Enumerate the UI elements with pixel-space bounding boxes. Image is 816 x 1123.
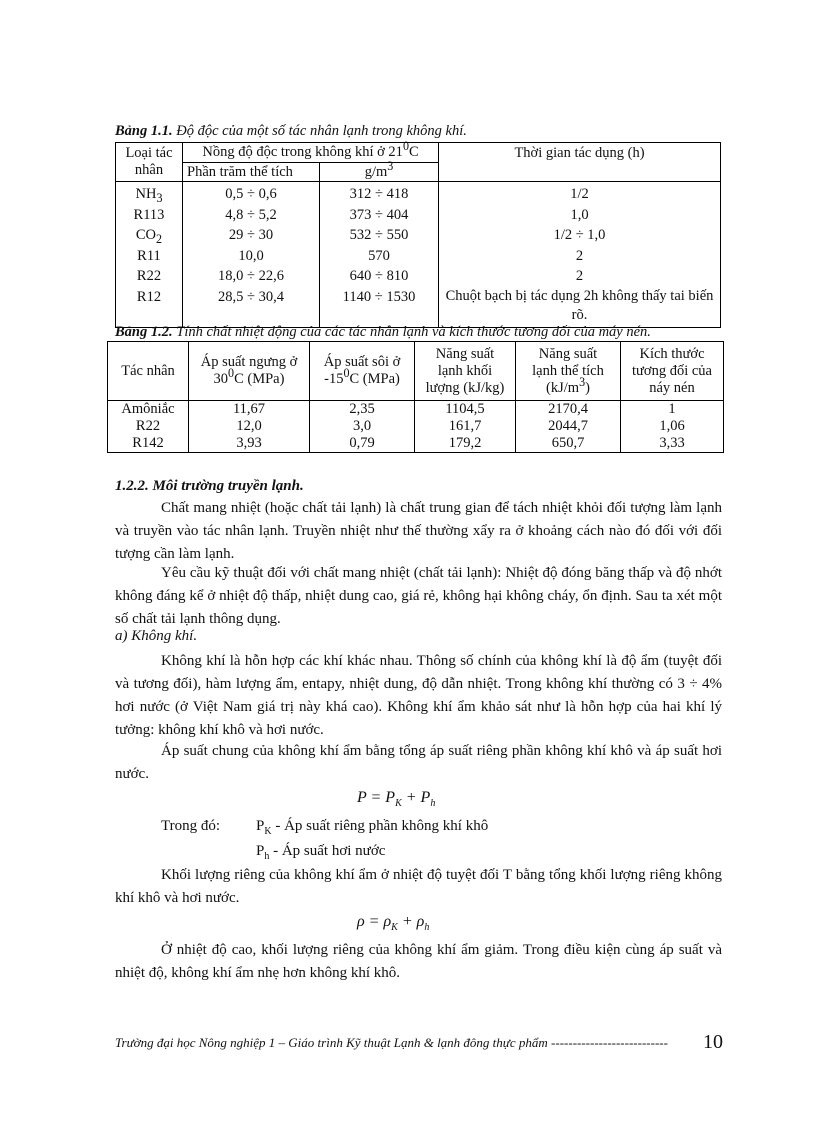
t1-header-percent: Phần trăm thể tích bbox=[183, 163, 320, 182]
t2-boil-1: 3,0 bbox=[352, 418, 372, 434]
t1-pct-4: 18,0 ÷ 22,6 bbox=[218, 268, 284, 284]
t2-mass-1: 161,7 bbox=[448, 418, 482, 434]
t2-h-size-3: náy nén bbox=[649, 379, 695, 396]
t1-time-2: 1/2 ÷ 1,0 bbox=[553, 227, 606, 243]
thermo-table bbox=[107, 341, 724, 453]
t1-col-agent bbox=[116, 182, 183, 328]
t1-header-concentration bbox=[183, 139, 439, 163]
toxicity-table bbox=[115, 139, 721, 328]
t1-time-3: 2 bbox=[575, 247, 584, 264]
where-label: Trong đó: bbox=[161, 818, 221, 834]
t2-header-vol bbox=[516, 342, 621, 401]
where-item-1: $P_K$ - Áp suất riêng phần không khí khô bbox=[256, 818, 489, 837]
t2-mass-0: 1104,5 bbox=[445, 401, 485, 417]
formula-density: $\rho = \rho_K + \rho_h$ bbox=[357, 913, 430, 934]
table2-caption-text: Tính chất nhiệt động của các tác nhân lạnh và kích thước tương đối của máy nén. bbox=[172, 324, 651, 340]
t2-cond-2: 3,93 bbox=[236, 435, 262, 451]
paragraph-3: Không khí là hỗn hợp các khí khác nhau. Thông số chính của không khí là độ ẩm (tuyệt đối và tương đối), hàm lượng ẩm, entapy, nhiệt dung, độ dẫn nhiệt. Trong không khí thường có 3 ÷ 4% hơi nước (ở Việt Nam giá trị này khá cao). Không khí ẩm khảo sát như là hỗn hợp của hai khí lý tưởng: không khí khô và hơi nước. bbox=[115, 653, 722, 738]
t1-pct-5: 28,5 ÷ 30,4 bbox=[218, 288, 284, 305]
t2-header-size bbox=[621, 342, 724, 401]
t1-header-agent bbox=[116, 143, 183, 182]
t1-gm-1: 373 ÷ 404 bbox=[349, 206, 409, 223]
t2-col-vol bbox=[516, 401, 621, 453]
t1-agent-4: R22 bbox=[136, 268, 162, 284]
table2-caption-label: Bảng 1.2. bbox=[115, 324, 173, 340]
t1-pct-2: 29 ÷ 30 bbox=[228, 227, 274, 243]
paragraph-1: Chất mang nhiệt (hoặc chất tải lạnh) là chất trung gian để tách nhiệt khỏi đối tượng làm lạnh và truyền vào tác nhân lạnh. Truyền nhiệt như thế thường xẩy ra ở khoảng cách nào đó đối với đối tượng cần làm lạnh. bbox=[115, 500, 722, 562]
formula-pressure: $P = P_K + P_h$ bbox=[357, 789, 436, 810]
t2-cond-1: 12,0 bbox=[236, 418, 262, 434]
t1-pct-3: 10,0 bbox=[238, 247, 264, 264]
t1-gm-2: 532 ÷ 550 bbox=[349, 227, 409, 243]
t1-time-1: 1,0 bbox=[570, 206, 589, 223]
subheading-a: a) Không khí. bbox=[115, 628, 198, 644]
t2-h-cond-2: $30^0C$ (MPa) bbox=[213, 366, 285, 387]
section-heading: 1.2.2. Môi trường truyền lạnh. bbox=[115, 478, 304, 494]
t1-header-gm3 bbox=[320, 158, 439, 182]
t1-header-agent-line1: Loại tác bbox=[125, 145, 173, 161]
t2-header-agent: Tác nhân bbox=[108, 342, 189, 401]
t2-col-cond bbox=[189, 401, 310, 453]
t2-boil-0: 2,35 bbox=[349, 401, 375, 417]
t2-h-boil-2: $-15^0C$ (MPa) bbox=[324, 366, 400, 387]
paragraph-5: Khối lượng riêng của không khí ẩm ở nhiệt độ tuyệt đối T bằng tổng khối lượng riêng không khí khô và hơi nước. bbox=[115, 867, 722, 906]
t1-agent-2: $CO_2$ bbox=[135, 227, 163, 246]
t2-h-mass-1: Năng suất bbox=[435, 345, 495, 362]
t2-agent-1: R22 bbox=[135, 418, 161, 434]
t2-h-vol-1: Năng suất bbox=[538, 345, 598, 362]
t2-h-boil-1: Áp suất sôi ở bbox=[323, 354, 401, 370]
table1-caption-label: Bảng 1.1. bbox=[115, 123, 173, 139]
t1-time-5: Chuột bạch bị tác dụng 2h không thấy tai biến rõ. bbox=[445, 287, 714, 323]
t2-col-size bbox=[621, 401, 724, 453]
t1-col-percent bbox=[183, 182, 320, 328]
t2-h-mass-3: lượng (kJ/kg) bbox=[425, 379, 505, 396]
where-item-2: $P_h$ - Áp suất hơi nước bbox=[256, 843, 386, 862]
t1-gm-0: 312 ÷ 418 bbox=[349, 186, 409, 202]
t1-gm-3: 570 bbox=[368, 247, 390, 264]
t2-h-vol-3: $(kJ/m^3)$ bbox=[546, 374, 590, 396]
t2-h-size-2: tương đối của bbox=[632, 362, 712, 379]
t2-header-mass bbox=[415, 342, 516, 401]
t1-agent-1: R113 bbox=[133, 206, 165, 223]
t1-pct-0: 0,5 ÷ 0,6 bbox=[225, 186, 277, 202]
page-footer: Trường đại học Nông nghiệp 1 – Giáo trình Kỹ thuật Lạnh & lạnh đông thực phẩm --------------------------- bbox=[115, 1035, 668, 1050]
t1-agent-3: R11 bbox=[137, 247, 161, 264]
t2-h-vol-2: lạnh thể tích bbox=[532, 362, 604, 379]
t2-header-boil bbox=[310, 342, 415, 401]
t1-time-0: 1/2 bbox=[570, 186, 589, 202]
t2-mass-2: 179,2 bbox=[448, 435, 482, 451]
t2-col-agent bbox=[108, 401, 189, 453]
t1-gm-5: 1140 ÷ 1530 bbox=[342, 288, 416, 305]
t1-col-time bbox=[439, 182, 721, 328]
t1-col-gm3 bbox=[320, 182, 439, 328]
t2-h-size-1: Kích thước bbox=[639, 345, 705, 362]
table1-caption-text: Độ độc của một số tác nhân lạnh trong không khí. bbox=[172, 123, 467, 139]
paragraph-2: Yêu cầu kỹ thuật đối với chất mang nhiệt (chất tải lạnh): Nhiệt độ đóng băng thấp và độ nhớt không đáng kể ở nhiệt độ thấp, nhiệt dung cao, giá rẻ, không hại không cháy, ổn định. Sau ta xét một số chất tải lạnh thông dụng. bbox=[115, 565, 722, 627]
t1-h-conc-end: C bbox=[408, 144, 419, 160]
t1-agent-5: R12 bbox=[136, 288, 162, 305]
t2-h-mass-2: lạnh khối bbox=[437, 362, 493, 379]
t1-h-gm-text: g/m bbox=[364, 163, 388, 180]
t2-header-cond bbox=[189, 342, 310, 401]
t1-gm-4: 640 ÷ 810 bbox=[349, 268, 409, 284]
paragraph-4: Áp suất chung của không khí ẩm bằng tổng áp suất riêng phần không khí khô và áp suất hơi nước. bbox=[115, 743, 722, 782]
page-number: 10 bbox=[703, 1031, 723, 1053]
t1-h-conc-sup: 0 bbox=[402, 139, 409, 154]
t2-boil-2: 0,79 bbox=[349, 435, 375, 451]
t2-cond-0: 11,67 bbox=[232, 401, 266, 417]
t1-header-time: Thời gian tác dụng (h) bbox=[439, 143, 721, 182]
t2-vol-1: 2044,7 bbox=[548, 418, 588, 434]
t1-pct-1: 4,8 ÷ 5,2 bbox=[225, 206, 277, 223]
t2-agent-0: Amôniắc bbox=[121, 401, 175, 417]
t2-col-mass bbox=[415, 401, 516, 453]
t2-size-2: 3,33 bbox=[659, 435, 685, 451]
t2-size-1: 1,06 bbox=[659, 418, 685, 434]
paragraph-6: Ở nhiệt độ cao, khối lượng riêng của không khí ẩm giảm. Trong điều kiện cùng áp suất và nhiệt độ, không khí ẩm nhẹ hơn không khí khô. bbox=[115, 942, 722, 981]
t2-agent-2: R142 bbox=[132, 435, 164, 451]
t2-vol-0: 2170,4 bbox=[548, 401, 588, 417]
t2-vol-2: 650,7 bbox=[551, 435, 585, 451]
table1-caption bbox=[115, 123, 467, 140]
t1-agent-0: $NH_3$ bbox=[135, 186, 163, 205]
t2-h-cond-1: Áp suất ngưng ở bbox=[200, 354, 298, 370]
t1-h-gm-sup: 3 bbox=[387, 158, 394, 173]
t1-h-conc-text: Nồng độ độc trong không khí ở 21 bbox=[202, 144, 403, 160]
t2-size-0: 1 bbox=[668, 401, 676, 417]
t2-col-boil bbox=[310, 401, 415, 453]
t1-time-4: 2 bbox=[575, 268, 584, 284]
table2-caption bbox=[115, 324, 651, 341]
t1-header-agent-line2: nhân bbox=[134, 162, 164, 178]
